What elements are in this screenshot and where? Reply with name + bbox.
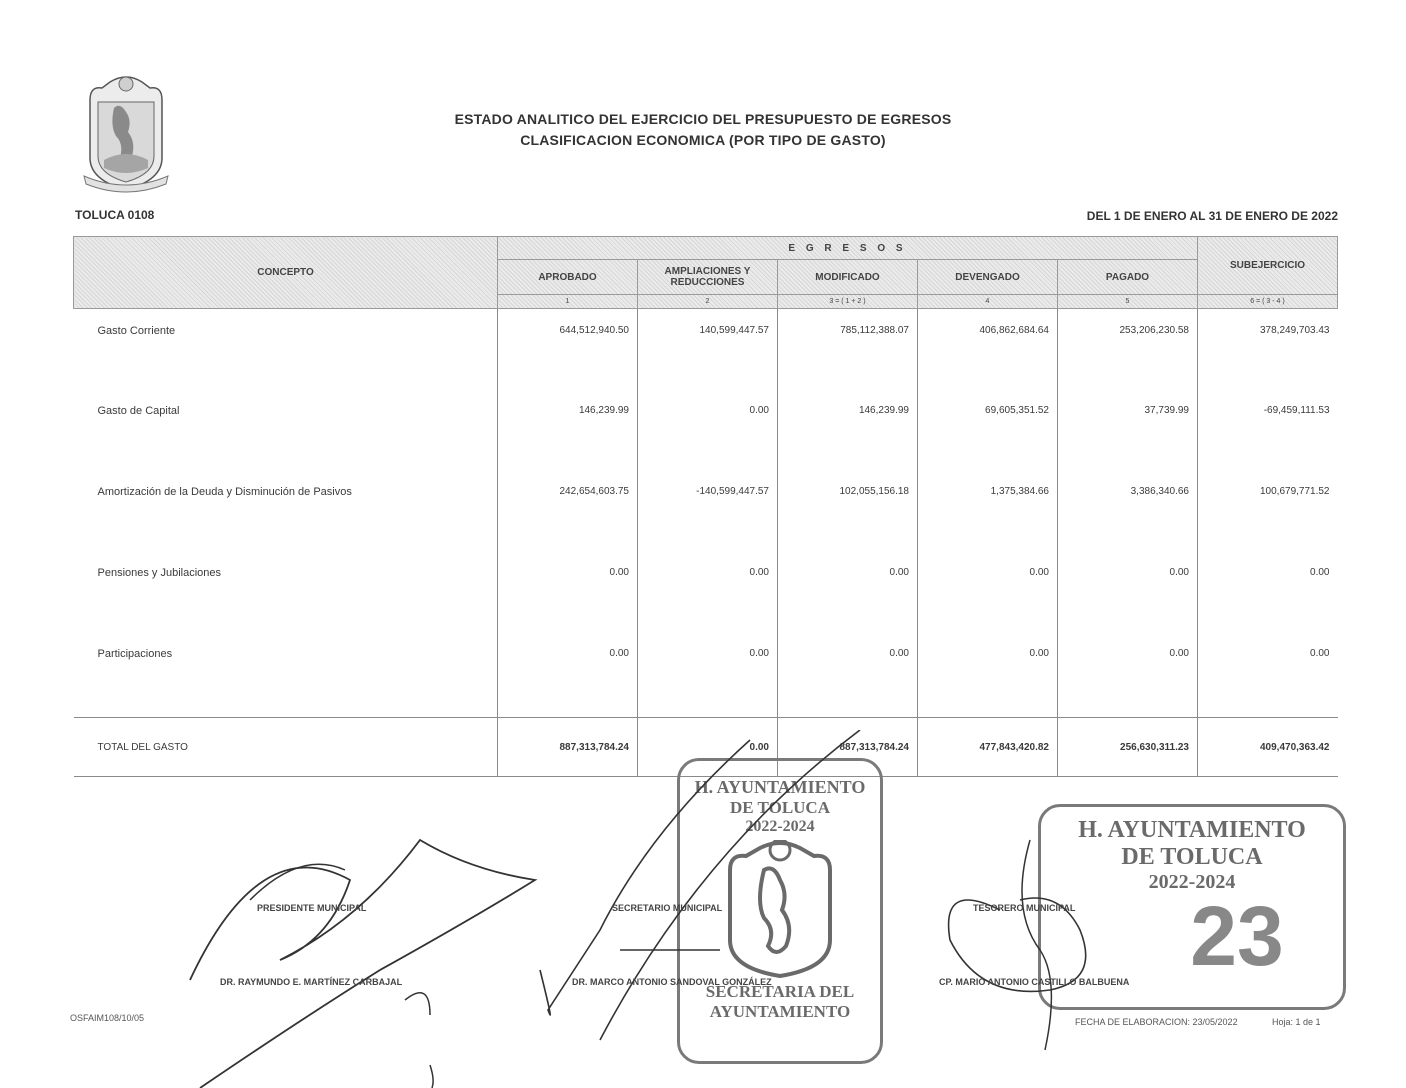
cell-value: 69,605,351.52 bbox=[918, 385, 1058, 466]
cell-value: 378,249,703.43 bbox=[1198, 309, 1338, 386]
row-concept: Gasto de Capital bbox=[97, 405, 180, 417]
stamp-line: SECRETARIA DEL bbox=[705, 982, 855, 1001]
col-number: 6 = ( 3 - 4 ) bbox=[1198, 295, 1338, 309]
table-row bbox=[74, 309, 1338, 386]
cell-value: 0.00 bbox=[498, 547, 638, 628]
cell-value: 242,654,603.75 bbox=[498, 466, 638, 547]
cell-value: 100,679,771.52 bbox=[1198, 466, 1338, 547]
cell-value: 253,206,230.58 bbox=[1058, 309, 1198, 386]
stamp-line: H. AYUNTAMIENTO bbox=[1078, 817, 1306, 843]
col-number: 1 bbox=[498, 295, 638, 309]
page-number: Hoja: 1 de 1 bbox=[1272, 1017, 1321, 1027]
total-value: 256,630,311.23 bbox=[1058, 718, 1198, 777]
cell-value: 0.00 bbox=[1198, 547, 1338, 628]
table-row bbox=[74, 547, 1338, 628]
spacer-row bbox=[74, 709, 1338, 718]
cell-value: 0.00 bbox=[918, 628, 1058, 709]
budget-table bbox=[73, 236, 1338, 777]
table-row bbox=[74, 385, 1338, 466]
elaboration-date: FECHA DE ELABORACION: 23/05/2022 bbox=[1075, 1017, 1238, 1027]
cell-value: 0.00 bbox=[638, 547, 778, 628]
cell-value: 37,739.99 bbox=[1058, 385, 1198, 466]
cell-value: 0.00 bbox=[638, 385, 778, 466]
total-concept: TOTAL DEL GASTO bbox=[74, 718, 498, 777]
entity-label: TOLUCA 0108 bbox=[75, 208, 155, 222]
cell-value: 146,239.99 bbox=[778, 385, 918, 466]
cell-value: 0.00 bbox=[918, 547, 1058, 628]
signature-name: DR. MARCO ANTONIO SANDOVAL GONZÁLEZ bbox=[572, 977, 772, 987]
col-number: 4 bbox=[918, 295, 1058, 309]
report-subtitle: CLASIFICACION ECONOMICA (POR TIPO DE GASTO) bbox=[520, 132, 886, 148]
total-value: 0.00 bbox=[638, 718, 778, 777]
form-code: OSFAIM108/10/05 bbox=[70, 1013, 145, 1023]
stamp-line: DE TOLUCA bbox=[730, 798, 830, 817]
row-concept: Participaciones bbox=[97, 648, 173, 660]
col-header-pagado: PAGADO bbox=[1058, 260, 1198, 295]
cell-value: 0.00 bbox=[638, 628, 778, 709]
cell-value: 406,862,684.64 bbox=[918, 309, 1058, 386]
total-value: 409,470,363.42 bbox=[1198, 718, 1338, 777]
cell-value: 0.00 bbox=[778, 628, 918, 709]
row-concept: Amortización de la Deuda y Disminución de Pasivos bbox=[97, 486, 352, 498]
row-concept: Pensiones y Jubilaciones bbox=[97, 567, 222, 579]
stamp-number: 23 bbox=[1190, 889, 1284, 983]
col-number: 5 bbox=[1058, 295, 1198, 309]
cell-value: 0.00 bbox=[778, 547, 918, 628]
table-row bbox=[74, 628, 1338, 709]
cell-value: -69,459,111.53 bbox=[1198, 385, 1338, 466]
total-value: 477,843,420.82 bbox=[918, 718, 1058, 777]
cell-value: 146,239.99 bbox=[498, 385, 638, 466]
cell-value: 0.00 bbox=[1198, 628, 1338, 709]
col-header-devengado: DEVENGADO bbox=[918, 260, 1058, 295]
signature-role: TESORERO MUNICIPAL bbox=[973, 903, 1076, 913]
stamp-line: 2022-2024 bbox=[1148, 871, 1236, 893]
cell-value: 644,512,940.50 bbox=[498, 309, 638, 386]
signature-role: PRESIDENTE MUNICIPAL bbox=[257, 903, 367, 913]
concept-header: CONCEPTO bbox=[74, 237, 498, 309]
report-title: ESTADO ANALITICO DEL EJERCICIO DEL PRESUPUESTO DE EGRESOS bbox=[454, 111, 952, 127]
signature-name: CP. MARIO ANTONIO CASTILLO BALBUENA bbox=[939, 977, 1130, 987]
cell-value: 0.00 bbox=[498, 628, 638, 709]
col-number: 3 = ( 1 + 2 ) bbox=[778, 295, 918, 309]
signature-role: SECRETARIO MUNICIPAL bbox=[612, 903, 723, 913]
cell-value: 0.00 bbox=[1058, 628, 1198, 709]
total-value: 887,313,784.24 bbox=[778, 718, 918, 777]
col-number: 2 bbox=[638, 295, 778, 309]
cell-value: 3,386,340.66 bbox=[1058, 466, 1198, 547]
col-header-ampliaciones: AMPLIACIONES Y REDUCCIONES bbox=[638, 260, 778, 295]
period-label: DEL 1 DE ENERO AL 31 DE ENERO DE 2022 bbox=[1086, 209, 1338, 223]
cell-value: 0.00 bbox=[1058, 547, 1198, 628]
row-concept: Gasto Corriente bbox=[97, 325, 176, 337]
cell-value: 1,375,384.66 bbox=[918, 466, 1058, 547]
cell-value: -140,599,447.57 bbox=[638, 466, 778, 547]
cell-value: 102,055,156.18 bbox=[778, 466, 918, 547]
egresos-group-header: E G R E S O S bbox=[498, 237, 1198, 260]
cell-value: 140,599,447.57 bbox=[638, 309, 778, 386]
col-header-modificado: MODIFICADO bbox=[778, 260, 918, 295]
col-header-aprobado: APROBADO bbox=[498, 260, 638, 295]
stamp-line: AYUNTAMIENTO bbox=[709, 1002, 851, 1021]
total-value: 887,313,784.24 bbox=[498, 718, 638, 777]
stamp-line: 2022-2024 bbox=[745, 818, 815, 835]
stamp-line: DE TOLUCA bbox=[1121, 844, 1263, 870]
cell-value: 785,112,388.07 bbox=[778, 309, 918, 386]
signature-name: DR. RAYMUNDO E. MARTÍNEZ CARBAJAL bbox=[220, 977, 403, 987]
stamp-line: H. AYUNTAMIENTO bbox=[694, 777, 866, 797]
table-row bbox=[74, 466, 1338, 547]
col-header-subejercicio: SUBEJERCICIO bbox=[1198, 237, 1338, 295]
